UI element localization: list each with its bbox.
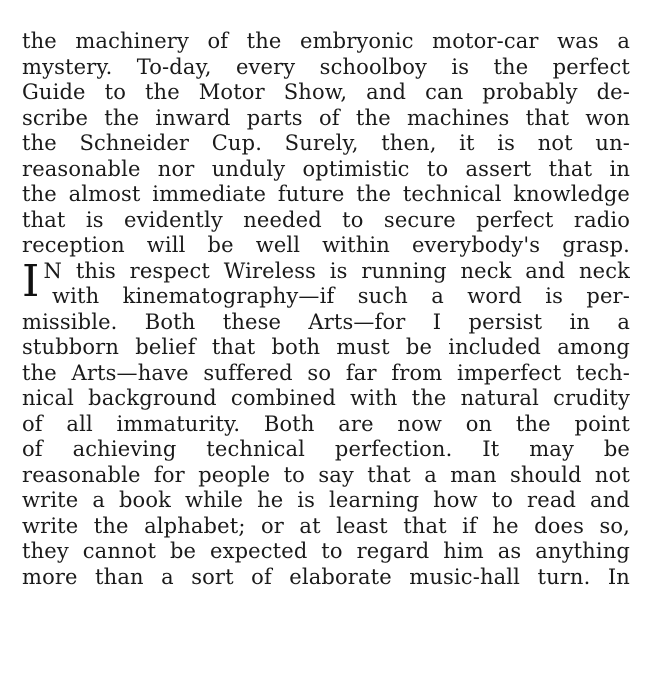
text-line: reasonable for people to say that a man should not [22,462,630,487]
text-line: write a book while he is learning how to read and [22,488,630,512]
text-line: the Arts—have suffered so far from imperfect tech- [22,360,630,385]
drop-cap: I [22,255,40,307]
text-line: write the alphabet; or at least that if he does so, [22,513,630,538]
text-line: more than a sort of elaborate music-hall turn. In [22,564,630,589]
page-body [22,29,630,590]
text-line: mystery. To-day, every schoolboy is the perfect [22,54,630,79]
text-line: of all immaturity. Both are now on the point [22,411,630,436]
text-line: reception will be well within everybody's grasp. [22,233,630,257]
text-line: nical background combined with the natural crudity [22,386,630,410]
text-line: missible. Both these Arts—for I persist in a [22,309,630,334]
text-line: the machinery of the embryonic motor-car was a [22,29,630,53]
text-line: that is evidently needed to secure perfect radio [22,207,630,232]
paragraph-1 [22,29,630,259]
text-line: Guide to the Motor Show, and can probably de- [22,80,630,104]
text-line: of achieving technical perfection. It may be [22,437,630,461]
text-line: the Schneider Cup. Surely, then, it is not un- [22,131,630,155]
paragraph-2 [22,255,630,591]
text-line: the almost immediate future the technical knowledge [22,182,630,206]
text-line: scribe the inward parts of the machines that won [22,105,630,130]
text-line: stubborn belief that both must be included among [22,335,630,359]
text-line: reasonable nor unduly optimistic to assert that in [22,156,630,181]
text-line: with kinematography—if such a word is per- [52,284,630,308]
text-line: they cannot be expected to regard him as anything [22,539,630,563]
text-line: N this respect Wireless is running neck and neck [43,258,630,283]
